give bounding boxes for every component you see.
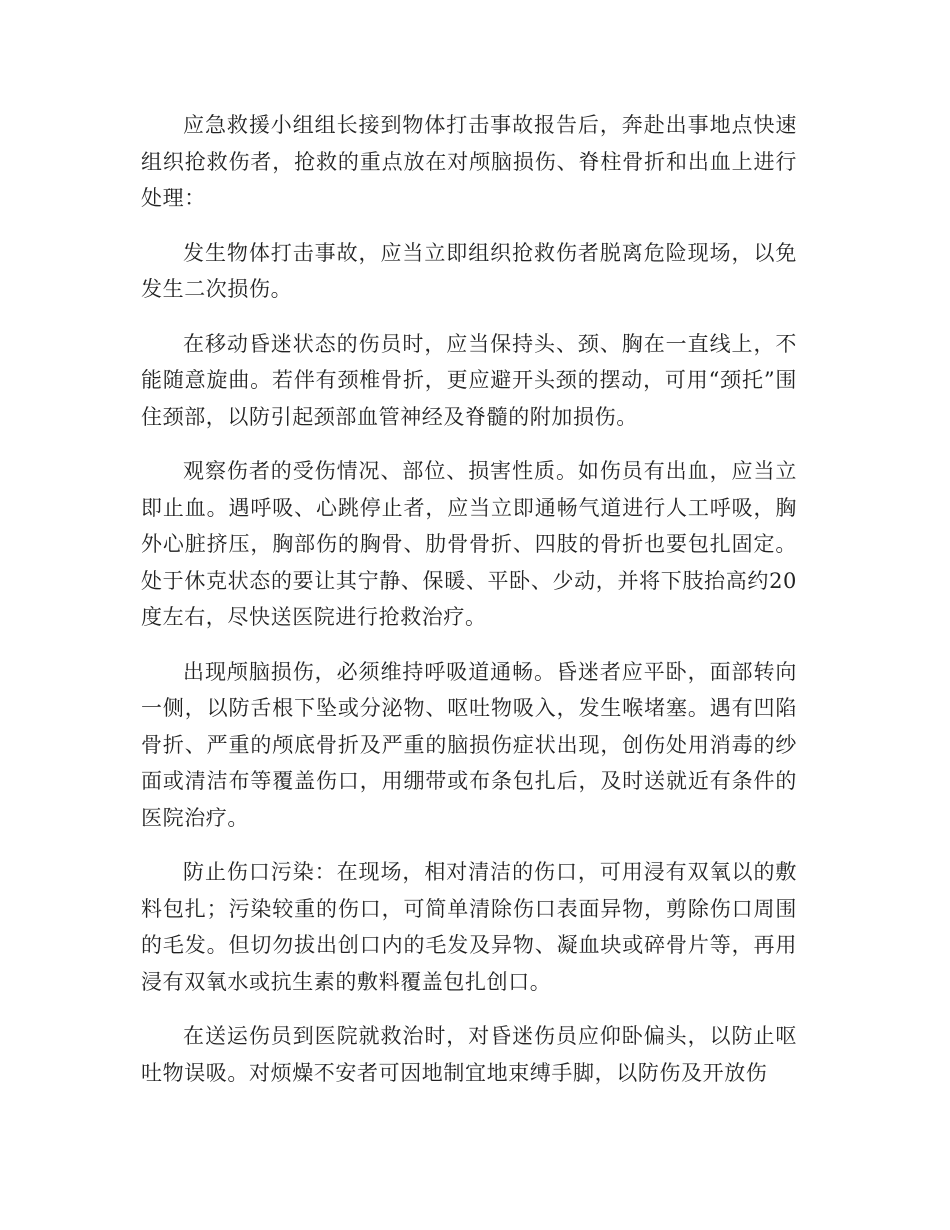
paragraph-transport: 在送运伤员到医院就救治时，对昏迷伤员应仰卧偏头，以防止呕吐物误吸。对烦燥不安者可因地制宜地束缚手脚，以防伤及开放伤 — [141, 1024, 797, 1085]
paragraph-assess-injuries: 观察伤者的受伤情况、部位、损害性质。如伤员有出血，应当立即止血。遇呼吸、心跳停止者，应当立即通畅气道进行人工呼吸，胸外心脏挤压，胸部伤的胸骨、肋骨骨折、四肢的骨折也要包扎固定。处于休克状态的要让其宁静、保暖、平卧、少动，并将下肢抬高约20度左右，尽快送医院进行抢救治疗。 — [141, 459, 797, 629]
paragraph-evacuate-scene: 发生物体打击事故，应当立即组织抢救伤者脱离危险现场，以免发生二次损伤。 — [141, 240, 797, 301]
paragraph-head-injury: 出现颅脑损伤，必须维持呼吸道通畅。昏迷者应平卧，面部转向一侧，以防舌根下坠或分泌物、呕吐物吸入，发生喉堵塞。遇有凹陷骨折、严重的颅底骨折及严重的脑损伤症状出现，创伤处用消毒的纱面或清洁布等覆盖伤口，用绷带或布条包扎后，及时送就近有条件的医院治疗。 — [141, 659, 797, 830]
paragraph-wound-contamination: 防止伤口污染：在现场，相对清洁的伤口，可用浸有双氧以的敷料包扎；污染较重的伤口，可简单清除伤口表面异物，剪除伤口周围的毛发。但切勿拔出创口内的毛发及异物、凝血块或碎骨片等，再用浸有双氧水或抗生素的敷料覆盖包扎创口。 — [141, 860, 797, 994]
paragraph-rescue-overview: 应急救援小组组长接到物体打击事故报告后，奔赴出事地点快速组织抢救伤者，抢救的重点放在对颅脑损伤、脊柱骨折和出血上进行处理： — [141, 113, 797, 210]
document-body — [141, 107, 797, 1109]
paragraph-move-unconscious: 在移动昏迷状态的伤员时，应当保持头、颈、胸在一直线上，不能随意旋曲。若伴有颈椎骨折，更应避开头颈的摆动，可用“颈托”围住颈部，以防引起颈部血管神经及脊髓的附加损伤。 — [141, 331, 797, 429]
